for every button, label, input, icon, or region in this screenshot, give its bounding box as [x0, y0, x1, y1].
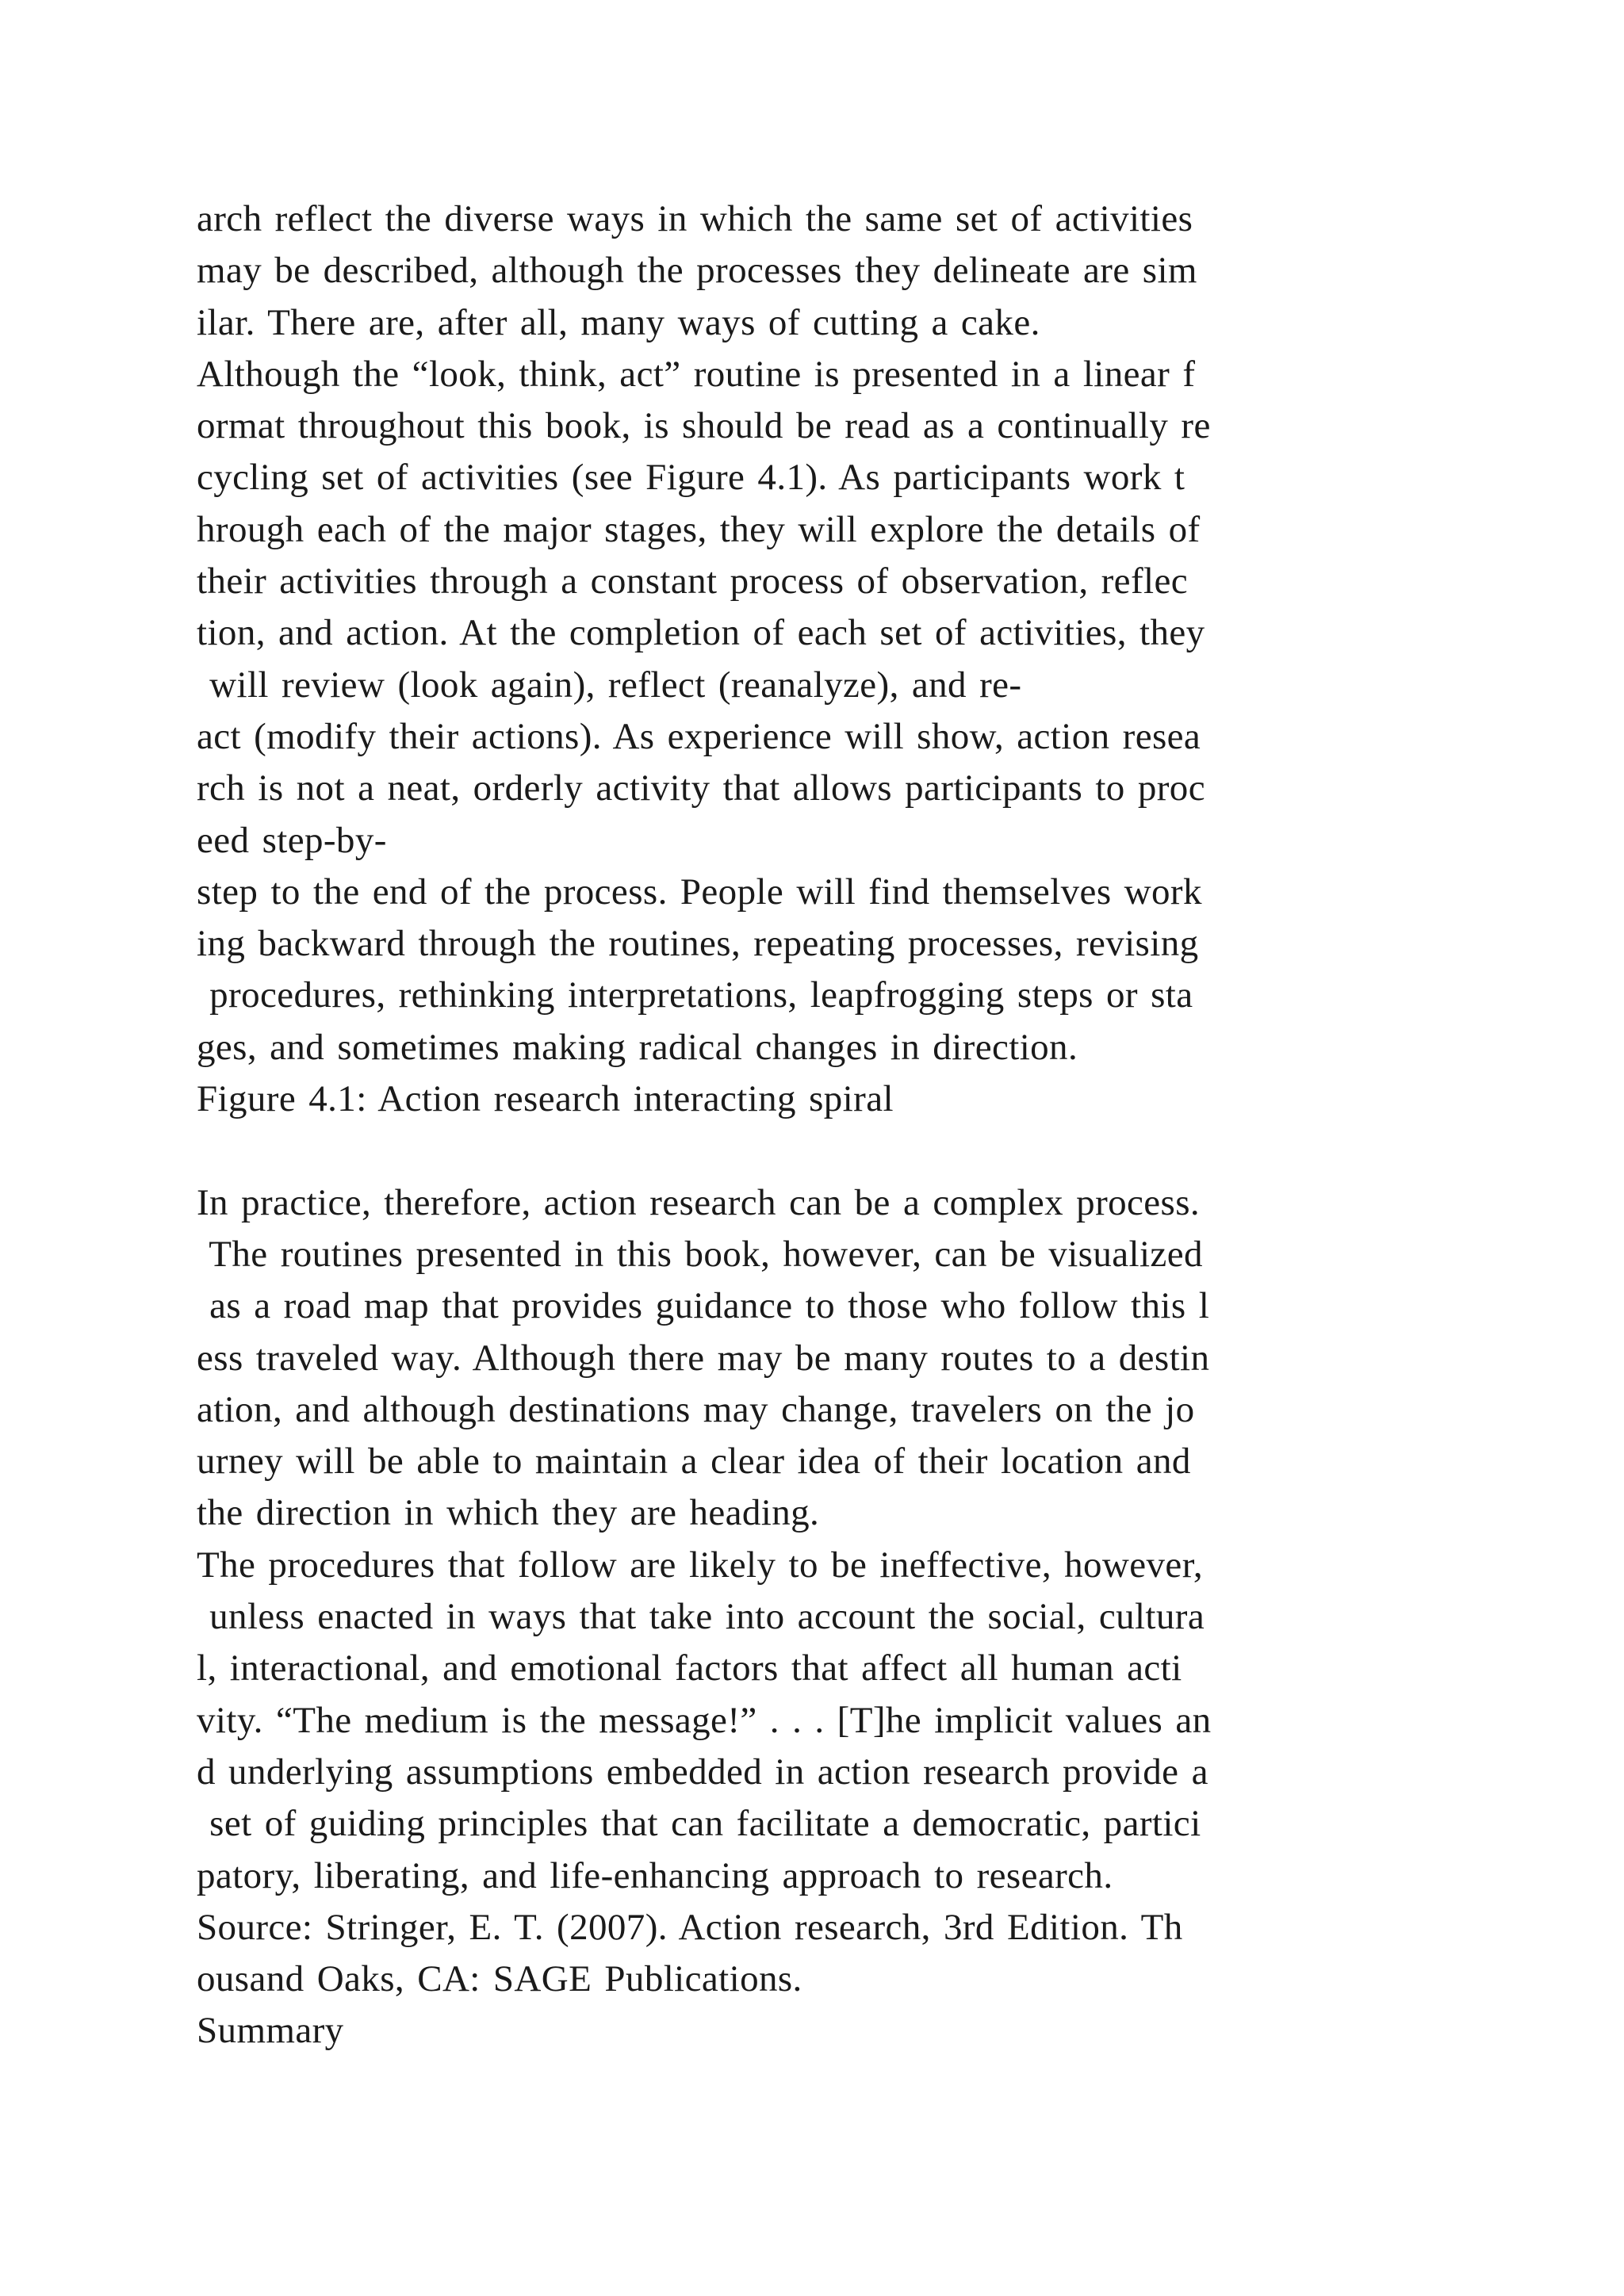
text-line: patory, liberating, and life-enhancing approach to research. — [197, 1854, 1113, 1896]
text-line: The procedures that follow are likely to be ineffective, however, — [197, 1544, 1204, 1586]
text-line: the direction in which they are heading. — [197, 1492, 820, 1534]
source-citation: ousand Oaks, CA: SAGE Publications. — [197, 1958, 802, 2000]
text-line: urney will be able to maintain a clear idea of their location and — [197, 1441, 1191, 1483]
text-line: Although the “look, think, act” routine is presented in a linear f — [197, 353, 1196, 395]
text-line: ess traveled way. Although there may be many routes to a destin — [197, 1337, 1210, 1379]
text-line: may be described, although the processes they delineate are sim — [197, 250, 1197, 292]
text-line: unless enacted in ways that take into account the social, cultura — [197, 1596, 1205, 1638]
text-line: l, interactional, and emotional factors that affect all human acti — [197, 1647, 1182, 1689]
blank-line — [197, 1125, 1450, 1177]
text-line: cycling set of activities (see Figure 4.1). As participants work t — [197, 457, 1185, 499]
text-line: arch reflect the diverse ways in which the same set of activities — [197, 198, 1193, 239]
text-line: The routines presented in this book, however, can be visualized — [197, 1233, 1203, 1275]
text-line: ilar. There are, after all, many ways of cutting a cake. — [197, 301, 1040, 343]
text-line: ing backward through the routines, repeating processes, revising — [197, 923, 1199, 965]
text-line: as a road map that provides guidance to those who follow this l — [197, 1285, 1210, 1327]
text-line: their activities through a constant process of observation, reflec — [197, 561, 1188, 603]
figure-caption: Figure 4.1: Action research interacting spiral — [197, 1078, 894, 1120]
text-line: rch is not a neat, orderly activity that allows participants to proc — [197, 767, 1205, 809]
text-line: vity. “The medium is the message!” . . . [T]he implicit values an — [197, 1699, 1212, 1741]
text-line: hrough each of the major stages, they will explore the details of — [197, 508, 1201, 550]
text-line: procedures, rethinking interpretations, leapfrogging steps or sta — [197, 974, 1193, 1016]
source-citation: Source: Stringer, E. T. (2007). Action research, 3rd Edition. Th — [197, 1906, 1183, 1948]
text-line: In practice, therefore, action research can be a complex process. — [197, 1181, 1201, 1223]
text-line: will review (look again), reflect (reanalyze), and re- — [197, 664, 1022, 706]
text-line: set of guiding principles that can facilitate a democratic, partici — [197, 1803, 1201, 1845]
text-line: tion, and action. At the completion of each set of activities, they — [197, 612, 1205, 654]
text-line: act (modify their actions). As experience will show, action resea — [197, 715, 1201, 757]
text-line: eed step-by- — [197, 819, 387, 861]
text-line: step to the end of the process. People will find themselves work — [197, 871, 1202, 913]
text-line: ormat throughout this book, is should be read as a continually re — [197, 405, 1211, 447]
section-heading-summary: Summary — [197, 2010, 344, 2052]
text-line: ation, and although destinations may change, travelers on the jo — [197, 1388, 1195, 1430]
document-body — [197, 193, 1450, 2057]
text-line: ges, and sometimes making radical changes in direction. — [197, 1026, 1078, 1068]
text-line: d underlying assumptions embedded in action research provide a — [197, 1751, 1208, 1793]
